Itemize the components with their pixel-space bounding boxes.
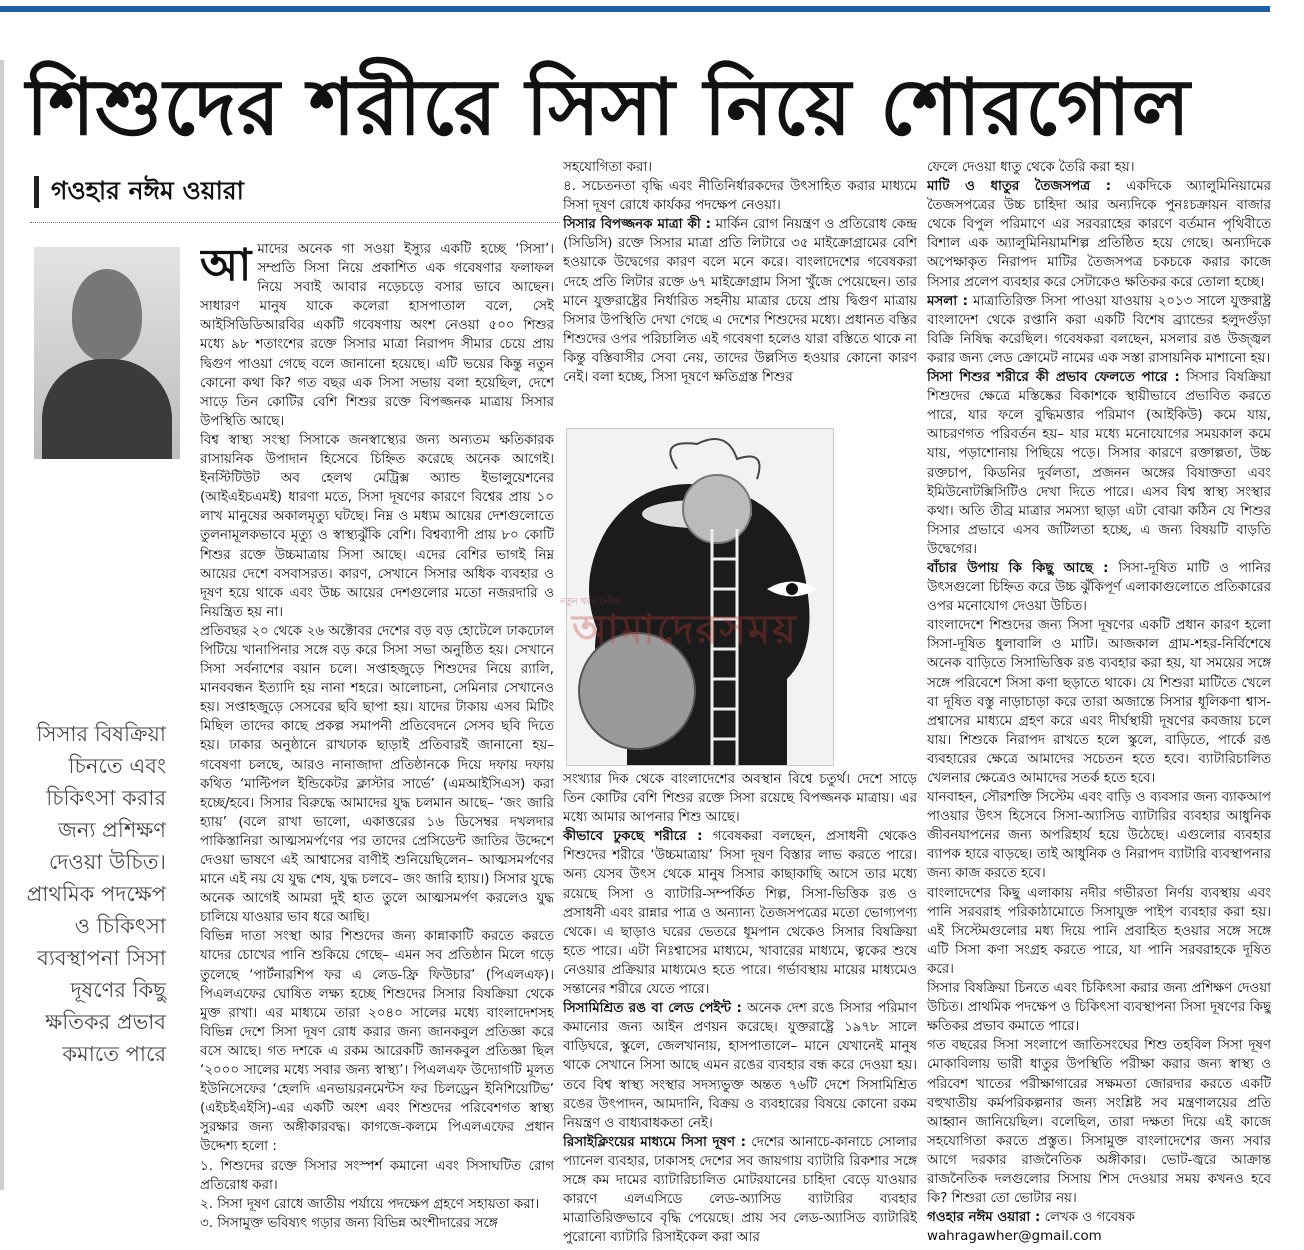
author-photo-head bbox=[72, 269, 142, 361]
left-margin-rule bbox=[0, 60, 4, 1190]
list-item: ৩. সিসামুক্ত ভবিষ্যৎ গড়ার জন্য বিভিন্ন অংশীদারের সঙ্গে bbox=[200, 1215, 498, 1231]
subheading: মাটি ও ধাতুর তৈজসপত্র : bbox=[927, 179, 1112, 195]
paragraph bbox=[563, 999, 917, 1133]
column-3 bbox=[927, 158, 1271, 1250]
paragraph: যানবাহন, সৌরশক্তি সিস্টেম এবং বাড়ি ও ব্যবসার জন্য ব্যাকআপ পাওয়ার উৎস হিসেবে সিসা-অ্যাসিড ব্যাটারির ব্যবহার আধুনিক জীবনযাপনের জন্য অপরিহার্য হয়ে উঠেছে। এগুলোর ব্যবহার ব্যাপক হারে বাড়ছে। তাই আধুনিক ও নিরাপদ ব্যাটারি ব্যবস্থাপনার জন্য কাজ করতে হবে। bbox=[927, 790, 1271, 882]
subheading: সিসার বিপজ্জনক মাত্রা কী : bbox=[563, 217, 712, 233]
pull-quote: সিসার বিষক্রিয়া চিনতে এবং চিকিৎসা করার জন্য প্রশিক্ষণ দেওয়া উচিত। প্রাথমিক পদক্ষেপ ও চিকিৎসা ব্যবস্থাপনা সিসা দূষণের কিছু ক্ষতিকর প্রভাব কমাতে পারে bbox=[26, 722, 166, 1066]
paragraph: বিভিন্ন দাতা সংস্থা আর শিশুদের জন্য কান্নাকাটি করতে করতে যাদের চোখের পানি শুকিয়ে গেছে– এমন সব প্রতিষ্ঠান মিলে গড়ে তুলেছে ‘পার্টনারশিপ ফর এ লেড-ফ্রি ফিউচার’ (পিএলএফ)। পিএলএফের ঘোষিত লক্ষ্য হচ্ছে শিশুদের সিসার বিষক্রিয়া থেকে মুক্ত রাখা। এর মাধ্যমে তারা ২০৪০ সালের মধ্যে বাংলাদেশসহ বিভিন্ন দেশে সিসা দূষণ রোধ করার জন্য জানকবুল প্রতিজ্ঞা করে বসে আছে। গত দশকে এ রকম আরেকটি জানকবুল প্রতিজ্ঞা ছিল ‘২০০০ সালের মধ্যে সবার জন্য স্বাস্থ্য’। পিএলএফ উদ্যোগটি মূলত ইউনিসেফের ‘হেলদি এনভায়রনমেন্টস ফর চিলড্রেন ইনিশিয়েটিভ’ (এইচইএইসি)-এর একটি অংশ এবং শিশুদের পরিবেশগত স্বাস্থ্য সুরক্ষার জন্য অঙ্গীকারবদ্ধ। কাগজে-কলমে পিএলএফের প্রধান উদ্দেশ্য হলো : bbox=[200, 929, 554, 1155]
eye-pupil bbox=[786, 583, 798, 595]
column-2-top bbox=[563, 158, 917, 426]
paragraph-text: গবেষকরা বলছেন, প্রসাধনী থেকেও শিশুদের শরীরে ‘উচ্চমাত্রায়’ সিসা দূষণ বিস্তার লাভ করতে পারে। অন্য যেসব উৎস থেকে মানুষ সিসার কাছাকাছি আসে তার মধ্যে রয়েছে সিসা ও ব্যাটারি-সম্পর্কিত শিল্প, সিসা-ভিত্তিক রঙ ও প্রসাধনী এবং রান্নার পাত্র ও অন্যান্য তৈজসপত্রের মতো ভোগ্যপণ্য থেকে। এ ছাড়াও ঘরের ভেতরে ধূমপান থেকেও সিসার বিষক্রিয়া হতে পারে। এটা নিঃশ্বাসের মাধ্যমে, খাবারের মাধ্যমে, ত্বকের শুষে নেওয়ার প্রক্রিয়ার মাধ্যমেও হতে পারে। গর্ভাবস্থায় মায়ের মাধ্যমেও সন্তানের শরীরে যেতে পারে। bbox=[563, 829, 917, 998]
subheading: বাঁচার উপায় কি কিছু আছে : bbox=[927, 560, 1109, 576]
author-photo-body bbox=[42, 359, 172, 459]
column-2-bottom bbox=[563, 770, 917, 1250]
subheading: সিসামিশ্রিত রঙ বা লেড পেইন্ট : bbox=[563, 1001, 742, 1017]
paragraph-text: একদিকে অ্যালুমিনিয়ামের তৈজসপত্রের উচ্চ চাহিদা আর অন্যদিকে পুনঃচক্রায়ন বাজার থেকে বিপুল পরিমাণে এর সরবরাহের কারণে বর্তমান পৃথিবীতে বিশাল এক অ্যালুমিনিয়ামশিল্প প্রতিষ্ঠিত হয়ে গেছে। অন্যদিকে অপেক্ষাকৃত নিরাপদ মাটির তৈজসপত্র চকচকে করার কাজে সিসার প্রলেপ ব্যবহার করে সেটাকেও ক্ষতিকর করে তোলা হচ্ছে। bbox=[927, 179, 1271, 290]
list-item: ৪. সচেতনতা বৃদ্ধি এবং নীতিনির্ধারকদের উৎসাহিত করার মাধ্যমে সিসা দূষণ রোধে কার্যকর পদক্ষেপ নেওয়া। bbox=[563, 179, 917, 214]
signature-name: গওহার নঈম ওয়ারা : bbox=[927, 1210, 1041, 1226]
dropcap: আ bbox=[200, 240, 252, 291]
subheading: রিসাইক্লিংয়ের মাধ্যমে সিসা দূষণ : bbox=[563, 1134, 747, 1150]
paragraph: সংখ্যার দিক থেকে বাংলাদেশের অবস্থান বিশ্বে চতুর্থ। দেশে সাড়ে তিন কোটির বেশি শিশুর রক্তে সিসা রয়েছে বিপজ্জনক মাত্রায়। এর মধ্যে আমার আপনার শিশু আছে। bbox=[563, 772, 917, 826]
paragraph-text: দেশের আনাচে-কানাচে সোলার প্যানেল ব্যবহার, ঢাকাসহ দেশের সব জায়গায় ব্যাটারি রিকশার সঙ্গে সঙ্গে কম দামের ব্যাটারিচালিত মোটরযানের চাহিদা বেড়ে যাওয়ার কারণে এলএসিডে লেড-অ্যাসিড ব্যাটারির ব্যবহার মাত্রাতিরিক্তভাবে বৃদ্ধি পেয়েছে। প্রায় সব লেড-অ্যাসিড ব্যাটারিই পুরোনো ব্যাটারি রিসাইকেল করা আর bbox=[563, 1134, 917, 1246]
paragraph bbox=[927, 368, 1271, 559]
subheading: মসলা : bbox=[927, 293, 968, 309]
list-item: ১. শিশুদের রক্তে সিসার সংস্পর্শ কমানো এবং সিসাঘটিত রোগ প্রতিরোধ করা। bbox=[200, 1158, 554, 1193]
author-email[interactable]: wahragawher@gmail.com bbox=[927, 1229, 1102, 1245]
byline-author: গওহার নঈম ওয়ারা bbox=[51, 175, 244, 205]
yarn-ball-icon bbox=[683, 475, 751, 543]
thread-icon bbox=[670, 439, 759, 479]
list-item: সহযোগিতা করা। bbox=[563, 160, 653, 175]
subheading: কীভাবে ঢুকছে শরীরে : bbox=[563, 829, 703, 845]
byline bbox=[34, 172, 554, 212]
author-signature bbox=[927, 1208, 1271, 1227]
top-rule bbox=[0, 6, 1270, 12]
paragraph: গত বছরের সিসা সংলাপে জাতিসংঘের শিশু তহবিল সিসা দূষণ মোকাবিলায় ভারী ধাতুর উপস্থিতি পরীক্ষা করার জন্য স্বাস্থ্য ও পরিবেশ খাতের পরীক্ষাগারের সক্ষমতা জোরদার করতে একটি বহুখাতীয় কর্মপরিকল্পনার জন্য সংশ্লিষ্ট সব মন্ত্রণালয়ের প্রতি আহ্বান জানিয়েছিল। বলেছিল, তারা দক্ষতা দিয়ে এই কাজে সহযোগিতা করতে প্রস্তুত। সিসামুক্ত বাংলাদেশের জন্য সবার আগে দরকার রাজনৈতিক অঙ্গীকার। ভোট-জ্বরে আক্রান্ত রাজনৈতিক দলগুলোর সিসায় শিস দেওয়ার সময় কখনও হবে কি? শিশুরা তো ভোটার নয়। bbox=[927, 1038, 1271, 1207]
byline-divider bbox=[30, 222, 560, 223]
watermark-tagline: নতুন খবর দৈনিক bbox=[560, 597, 622, 607]
paragraph: প্রতিবছর ২০ থেকে ২৬ অক্টোবর দেশের বড় বড় হোটেলে ঢাকঢোল পিটিয়ে খানাপিনার সঙ্গে বড় করে সিসা সভা অনুষ্ঠিত হয়। সেখানে সিসা সর্বনাশের বয়ান চলে। সপ্তাহজুড়ে শিশুদের নিয়ে র‍্যালি, মানববন্ধন ইত্যাদি হয় নানা শহরে। আলোচনা, সেমিনার সেখানেও হয়। সপ্তাহজুড়ে সেসবের ছবি ছাপা হয়। যাদের টাকায় এসব মিটিং মিছিল তাদের কাছে প্রকল্প সমাপনী প্রতিবেদনে সেসব ছবি দিতে হয়। ঢাকার অনুষ্ঠানে রাখঢাক ছাড়াই প্রতিবারই জানানো হয়– গবেষণা চলছে, আরও নানাজাদা প্রতিষ্ঠানকে দিয়ে দফায় দফায় কথিত ‘মাল্টিপল ইন্ডিকেটর ক্লাস্টার সার্ভে’ (এমআইসিএস) করা হচ্ছে/হবে। সিসার বিরুদ্ধে আমাদের যুদ্ধ চলমান আছে– ‘জং জারি হ্যায়’ (বলে রাখা ভালো, একাত্তরের ১৬ ডিসেম্বর দখলদার পাকিস্তানিরা আত্মসমর্পণের পর তাদের প্রেসিডেন্ট জাতির উদ্দেশে দেওয়া ভাষণে এই আশ্বাসের বাণীই শুনিয়েছিলেন– আত্মসমর্পণের মানে এই নয় যে যুদ্ধ শেষ, যুদ্ধ চলবে– জং জারি হ্যায়।) সিসার যুদ্ধে অনেক আগেই আমরা দুই হাত তুলে আত্মসমর্পণ করলেও যুদ্ধ চালিয়ে যাওয়ার ভাব ধরে আছি। bbox=[200, 623, 554, 926]
paragraph-text: মাত্রাতিরিক্ত সিসা পাওয়া যাওয়ায় ২০১৩ সালে যুক্তরাষ্ট্র বাংলাদেশ থেকে রপ্তানি করা একটি বিশেষ ব্র্যান্ডের হলুদগুঁড়া বিক্রি নিষিদ্ধ করেছিল। গবেষকরা বলছেন, মসলার রঙ উজ্জ্বল করার জন্য লেড ক্রোমেট নামের এক সস্তা রাসায়নিক মাশানো হয়। bbox=[927, 293, 1271, 366]
paragraph: সিসার বিষক্রিয়া চিনতে এবং চিকিৎসা করার জন্য প্রশিক্ষণ দেওয়া উচিত। প্রাথমিক পদক্ষেপ ও চিকিৎসা ব্যবস্থাপনা সিসা দূষণের কিছু ক্ষতিকর প্রভাব কমাতে পারে। bbox=[927, 981, 1271, 1035]
author-photo bbox=[34, 247, 180, 459]
paragraph bbox=[563, 215, 917, 387]
paragraph: মাদের অনেক গা সওয়া ইস্যুর একটি হচ্ছে ‘সিসা’। সম্প্রতি সিসা নিয়ে প্রকাশিত এক গবেষণার ফলাফল নিয়ে সবাই আবার নড়েচড়ে বসার ভাবে আছেন। সাধারণ মানুষ যাকে কলেরা হাসপাতাল বলে, সেই আইসিডিডিআরবির একটি গবেষণায় অংশ নেওয়া ৫০০ শিশুর মধ্যে ৯৮ শতাংশের রক্তে সিসার মাত্রা নিরাপদ সীমার চেয়ে প্রায় দ্বিগুণ পাওয়া গেছে বলে জানানো হয়েছে। এটি ভয়ের কিন্তু নতুন কোনো কথা কি? গত বছর এক সিসা সভায় বলা হয়েছিল, দেশে সাড়ে তিন কোটির বেশি শিশুর রক্তে বিপজ্জনক মাত্রায় সিসার উপস্থিতি আছে। bbox=[200, 242, 554, 429]
paragraph bbox=[927, 292, 1271, 368]
paragraph bbox=[563, 827, 917, 999]
paragraph-text: সিসার বিষক্রিয়া শিশুদের ক্ষেত্রে মস্তিষ্কের বিকাশকে স্থায়ীভাবে প্রভাবিত করতে পারে, যার ফলে বুদ্ধিমত্তার পরিমাণ (আইকিউ) কমে যায়, আচরণগত পরিবর্তন হয়– যার মধ্যে মনোযোগের সময়কাল কমে যায়, পড়াশোনায় পিছিয়ে পড়ে। সিসার কারণে রক্তাল্পতা, উচ্চ রক্তচাপ, কিডনির দুর্বলতা, প্রজনন অঙ্গের বিষাক্ততা এবং ইমিউনোটক্সিসিটিও দেখা দিতে পারে। এসব বিশ্ব স্বাস্থ্য সংস্থার কথা। অতি তীব্র মাত্রার সমস্যা ছাড়া এটা বোঝা কঠিন যে শিশুর সিসার প্রভাবে এসব জটিলতা হচ্ছে, এ জন্য বিষয়টি বাড়তি উদ্বেগের। bbox=[927, 370, 1271, 557]
signature-role: লেখক ও গবেষক bbox=[1044, 1210, 1135, 1226]
watermark: আমাদেরসময় bbox=[572, 607, 798, 653]
paragraph bbox=[927, 177, 1271, 292]
column-1 bbox=[200, 240, 554, 1250]
paragraph-text: অনেক দেশ রঙে সিসার পরিমাণ কমানোর জন্য আইন প্রণয়ন করেছে। যুক্তরাষ্ট্রে ১৯৭৮ সালে বাড়িঘরে, স্কুলে, জেলখানায়, হাসপাতালে– মানে যেখানেই মানুষ থাকে সেখানে সিসা আছে এমন রঙের ব্যবহার বন্ধ করে দেওয়া হয়। তবে বিশ্ব স্বাস্থ্য সংস্থার সদস্যভুক্ত অন্তত ৭৬টি দেশে সিসামিশ্রিত রঙের উৎপাদন, আমদানি, বিক্রয় ও ব্যবহারের বিষয়ে কোনো রকম নিয়ন্ত্রণ ও বাধ্যবাধকতা নেই। bbox=[563, 1001, 917, 1131]
byline-bar bbox=[34, 176, 39, 208]
paragraph-text: সিসা-দূষিত মাটি ও পানির উৎসগুলো চিহ্নিত করে উচ্চ ঝুঁকিপূর্ণ এলাকাগুলোতে প্রতিকারের ওপর মনোযোগ দেওয়া উচিত। bbox=[927, 560, 1271, 615]
paragraph bbox=[563, 1133, 917, 1248]
paragraph-text: মার্কিন রোগ নিয়ন্ত্রণ ও প্রতিরোধ কেন্দ্র (সিডিসি) রক্তে সিসার মাত্রা প্রতি লিটারে ৩৫ মাইক্রোগ্রামের বেশি হওয়াকে উদ্বেগের কারণ বলে মনে করে। বাংলাদেশের গবেষকরা দেহে প্রতি লিটার রক্তে ৬৭ মাইক্রোগ্রাম সিসা খুঁজে পেয়েছেন। তার মানে যুক্তরাষ্ট্রের নির্ধারিত সহনীয় মাত্রার চেয়ে প্রায় দ্বিগুণ মাত্রায় সিসার উপস্থিতি দেখা গেছে এ দেশের শিশুদের মধ্যে। প্রধানত বস্তির শিশুদের ওপর পরিচালিত এই গবেষণা হলেও যারা বস্তিতে থাকে না কিন্তু বস্তিবাসীর সেবা নেয়, তাদের উল্লসিত হওয়ার কোনো কারণ নেই। বলা হচ্ছে, সিসা দূষণে ক্ষতিগ্রস্ত শিশুর bbox=[563, 217, 917, 386]
paragraph: বাংলাদেশের কিছু এলাকায় নদীর গভীরতা নির্ণয় ব্যবস্থায় এবং পানি সরবরাহ পরিকাঠামোতে সিসাযুক্ত পাইপ ব্যবহার করা হয়। এই সিস্টেমগুলোর মধ্য দিয়ে পানি প্রবাহিত হওয়ার সঙ্গে সঙ্গে এটি সিসা কণা সংগ্রহ করতে পারে, যা পানি সরবরাহকে দূষিত করে। bbox=[927, 885, 1271, 977]
paragraph: ফেলে দেওয়া ধাতু থেকে তৈরি করা হয়। bbox=[927, 160, 1135, 175]
paragraph bbox=[927, 559, 1271, 616]
list-item: ২. সিসা দূষণ রোধে জাতীয় পর্যায়ে পদক্ষেপ গ্রহণে সহায়তা করা। bbox=[200, 1196, 540, 1212]
paragraph: বাংলাদেশে শিশুদের জন্য সিসা দূষণের একটি প্রধান কারণ হলো সিসা-দূষিত ধুলাবালি ও মাটি। আজকাল গ্রাম-শহর-নির্বিশেষে অনেক বাড়িতে সিসাভিত্তিক রঙ ব্যবহার করা হয়, যা সময়ের সঙ্গে সঙ্গে পরিবেশে সিসা কণা ছড়াতে থাকে। যে শিশুরা মাটিতে খেলে বা দূষিত বস্তু নাড়াচাড়া করে তারা অজান্তে সিসার ধূলিকণা শ্বাস-প্রশ্বাসের মাধ্যমে গ্রহণ করে এবং দীর্ঘস্থায়ী দূষণের কবজায় চলে যায়। শিশুকে নিরাপদ রাখতে হলে স্কুলে, বাড়িতে, পার্কে রঙ ব্যবহারের ক্ষেত্রে আমাদের সচেতন হতে হবে। ব্যাটারিচালিত খেলনার ক্ষেত্রেও আমাদের সতর্ক হতে হবে। bbox=[927, 618, 1271, 786]
paragraph: বিশ্ব স্বাস্থ্য সংস্থা সিসাকে জনস্বাস্থ্যের জন্য অন্যতম ক্ষতিকারক রাসায়নিক উপাদান হিসেবে চিহ্নিত করেছে অনেক আগেই। ইনস্টিটিউট অব হেলথ মেট্রিক্স অ্যান্ড ইভালুয়েশনের (আইএইচএমই) ধারণা মতে, সিসা দূষণের কারণে বিশ্বের প্রায় ১০ লাখ মানুষের অকালমৃত্যু ঘটছে। নিম্ন ও মধ্যম আয়ের দেশগুলোতে তুলনামূলকভাবে মৃত্যু ও স্বাস্থ্যঝুঁকি বেশি। বিশ্বব্যাপী প্রায় ৮০ কোটি শিশুর রক্তে উচ্চমাত্রায় সিসা আছে। এদের বেশির ভাগই নিম্ন আয়ের দেশে বসবাসরত। কারণ, সেখানে সিসার অধিক ব্যবহার ও দূষণ হয়ে থাকে এবং উচ্চ আয়ের দেশগুলোর মতো নজরদারি ও নিয়ন্ত্রিত হয় না। bbox=[200, 432, 554, 620]
subheading: সিসা শিশুর শরীরে কী প্রভাব ফেলতে পারে : bbox=[927, 370, 1180, 386]
headline: শিশুদের শরীরে সিসা নিয়ে শোরগোল bbox=[26, 62, 1191, 153]
